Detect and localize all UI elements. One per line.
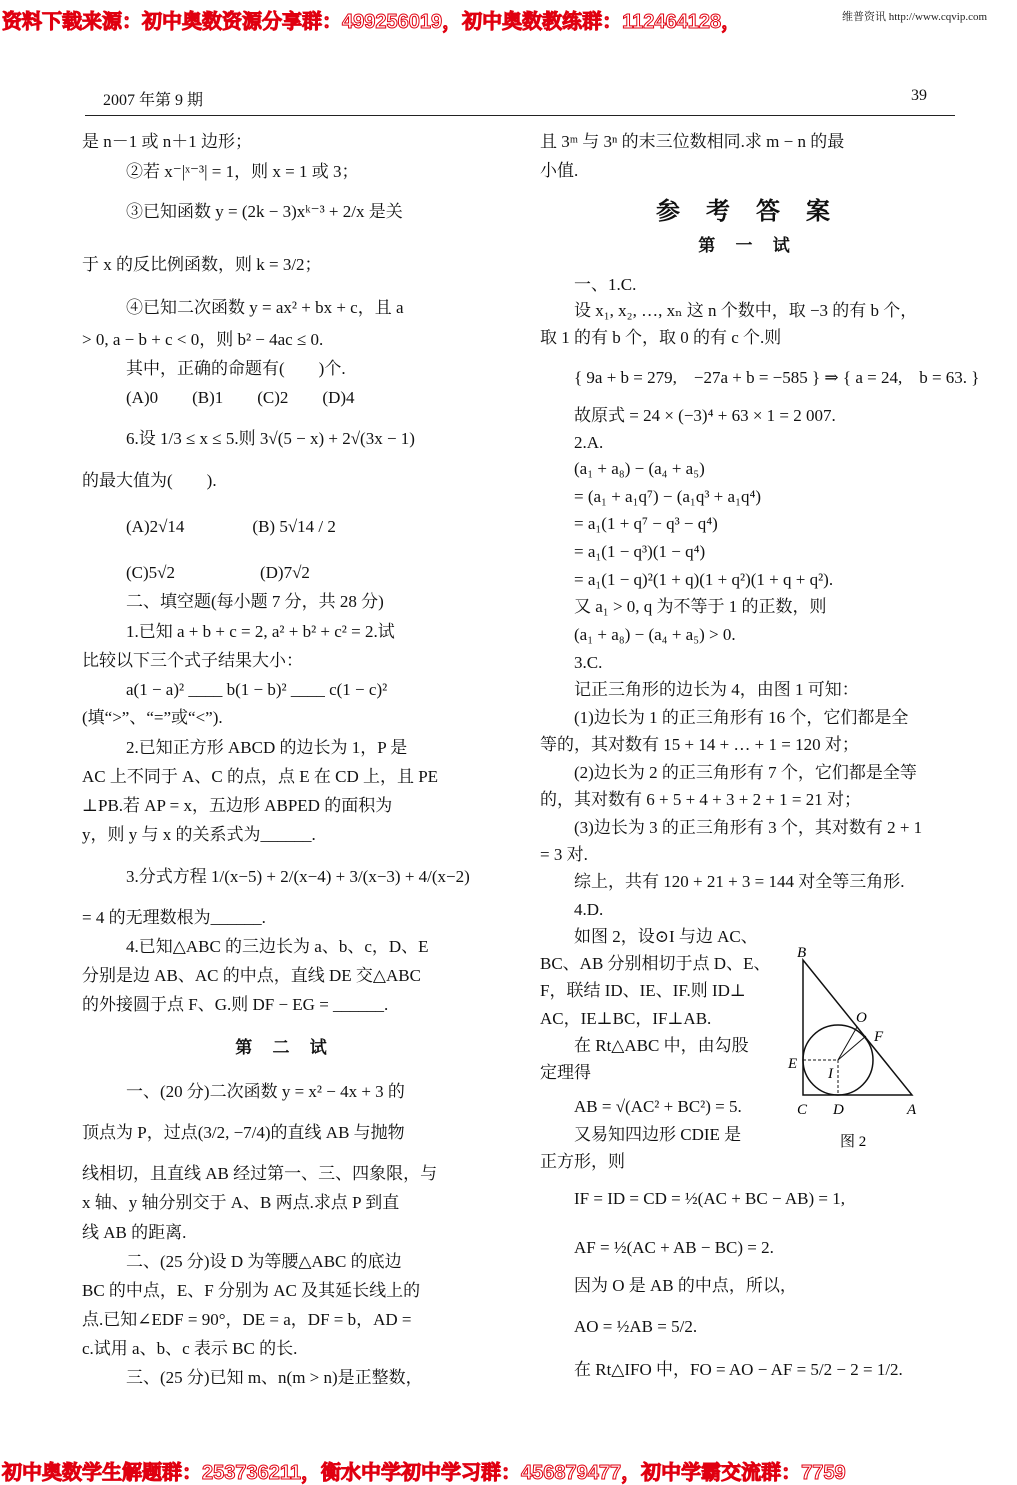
text-line: = a₁(1 + q⁷ − q³ − q⁴) xyxy=(574,514,718,533)
text-line: BC、AB 分别相切于点 D、E、 xyxy=(540,954,771,973)
text-line: 二、(25 分)设 D 为等腰△ABC 的底边 xyxy=(126,1252,402,1271)
text-line: 其中，正确的命题有( )个. xyxy=(126,359,346,378)
text-line: BC 的中点，E、F 分别为 AC 及其延长线上的 xyxy=(82,1281,421,1300)
text-line: 线 AB 的距离. xyxy=(82,1223,187,1242)
label-a: A xyxy=(907,1102,917,1118)
text-line: AO = ½AB = 5/2. xyxy=(574,1317,698,1336)
label-c: C xyxy=(797,1102,808,1118)
source-url: 维普资讯 http://www.cqvip.com xyxy=(842,11,988,23)
text-line: (3)边长为 3 的正三角形有 3 个，其对数有 2 + 1 xyxy=(574,818,923,837)
text-line: a(1 − a)² ____ b(1 − b)² ____ c(1 − c)² xyxy=(126,680,388,699)
section-heading: 第 二 试 xyxy=(235,1038,335,1057)
text-line: 综上，共有 120 + 21 + 3 = 144 对全等三角形. xyxy=(574,872,905,891)
text-line: 二、填空题(每小题 7 分，共 28 分) xyxy=(126,592,384,611)
label-d: D xyxy=(833,1102,844,1118)
page-number: 39 xyxy=(911,87,927,104)
label-o: O xyxy=(856,1010,867,1026)
section-heading: 参 考 答 案 xyxy=(656,199,840,225)
label-e: E xyxy=(788,1056,798,1072)
text-line: > 0, a − b + c < 0，则 b² − 4ac ≤ 0. xyxy=(82,330,324,349)
figure-caption: 图 2 xyxy=(840,1134,867,1150)
text-line: 4.D. xyxy=(574,900,604,919)
text-line: 的外接圆于点 F、G.则 DF − EG = ______. xyxy=(82,995,389,1014)
text-line: 的，其对数有 6 + 5 + 4 + 3 + 2 + 1 = 21 对； xyxy=(540,790,862,809)
text-line: 正方形，则 xyxy=(540,1152,625,1171)
text-line: 小值. xyxy=(540,161,579,180)
text-line: 又 a₁ > 0, q 为不等于 1 的正数，则 xyxy=(574,597,827,616)
text-line: F，联结 ID、IE、IF.则 ID⊥ xyxy=(540,981,746,1000)
label-f: F xyxy=(874,1029,884,1045)
text-line: 是 n－1 或 n＋1 边形； xyxy=(82,132,252,151)
text-line: 1.已知 a + b + c = 2, a² + b² + c² = 2.试 xyxy=(126,622,395,641)
text-line: 顶点为 P，过点(3/2, −7/4)的直线 AB 与抛物 xyxy=(82,1123,405,1142)
text-line: 取 1 的有 b 个，取 0 的有 c 个.则 xyxy=(540,328,782,347)
text-line: 2.已知正方形 ABCD 的边长为 1，P 是 xyxy=(126,738,408,757)
text-line: 2.A. xyxy=(574,433,604,452)
header-rule xyxy=(85,115,955,116)
text-line: (a₁ + a₈) − (a₄ + a₅) xyxy=(574,459,705,478)
text-line: { 9a + b = 279, −27a + b = −585 } ⇒ { a = 24, b = 63. } xyxy=(574,368,980,387)
text-line: 一、(20 分)二次函数 y = x² − 4x + 3 的 xyxy=(126,1082,405,1101)
text-line: (填“>”、“=”或“<”). xyxy=(82,708,223,727)
triangle-abc xyxy=(803,960,912,1095)
watermark-top: 资料下载来源：初中奥数资源分享群：499256019，初中奥数教练群：112464128， xyxy=(2,11,742,33)
text-line: = 3 对. xyxy=(540,845,588,864)
text-line: 3.分式方程 1/(x−5) + 2/(x−4) + 3/(x−3) + 4/(x−2) xyxy=(126,867,470,886)
text-line: (A)2√14 (B) 5√14 / 2 xyxy=(126,517,336,536)
text-line: 又易知四边形 CDIE 是 xyxy=(574,1125,742,1144)
text-line: c.试用 a、b、c 表示 BC 的长. xyxy=(82,1339,298,1358)
text-line: (1)边长为 1 的正三角形有 16 个，它们都是全 xyxy=(574,708,909,727)
text-line: (A)0 (B)1 (C)2 (D)4 xyxy=(126,388,355,407)
text-line: (2)边长为 2 的正三角形有 7 个，它们都是全等 xyxy=(574,763,917,782)
section-heading: 第 一 试 xyxy=(698,236,798,255)
segment-io xyxy=(838,1027,857,1060)
text-line: AF = ½(AC + AB − BC) = 2. xyxy=(574,1238,774,1257)
text-line: 因为 O 是 AB 的中点，所以， xyxy=(574,1276,797,1295)
text-line: 分别是边 AB、AC 的中点，直线 DE 交△ABC xyxy=(82,966,421,985)
text-line: 设 x₁, x₂, …, xₙ 这 n 个数中，取 −3 的有 b 个， xyxy=(574,301,918,320)
text-line: 定理得 xyxy=(540,1063,591,1082)
label-i: I xyxy=(828,1066,833,1082)
text-line: (a₁ + a₈) − (a₄ + a₅) > 0. xyxy=(574,625,736,644)
text-line: ④已知二次函数 y = ax² + bx + c，且 a xyxy=(126,298,404,317)
watermark-bottom: 初中奥数学生解题群：253736211，衡水中学初中学习群：456879477，初中学霸交流群：7759 xyxy=(2,1462,846,1484)
text-line: = (a₁ + a₁q⁷) − (a₁q³ + a₁q⁴) xyxy=(574,487,762,506)
text-line: IF = ID = CD = ½(AC + BC − AB) = 1, xyxy=(574,1189,845,1208)
text-line: 故原式 = 24 × (−3)⁴ + 63 × 1 = 2 007. xyxy=(574,406,836,425)
text-line: 等的，其对数有 15 + 14 + … + 1 = 120 对； xyxy=(540,735,859,754)
text-line: AB = √(AC² + BC²) = 5. xyxy=(574,1097,742,1116)
text-line: 6.设 1/3 ≤ x ≤ 5.则 3√(5 − x) + 2√(3x − 1) xyxy=(126,429,415,448)
text-line: x 轴、y 轴分别交于 A、B 两点.求点 P 到直 xyxy=(82,1193,400,1212)
text-line: ⊥PB.若 AP = x，五边形 ABPED 的面积为 xyxy=(82,796,393,815)
text-line: AC，IE⊥BC，IF⊥AB. xyxy=(540,1009,712,1028)
text-line: = 4 的无理数根为______. xyxy=(82,908,266,927)
label-b: B xyxy=(797,945,807,961)
text-line: ③已知函数 y = (2k − 3)xᵏ⁻³ + 2/x 是关 xyxy=(126,202,403,221)
text-line: 在 Rt△ABC 中，由勾股 xyxy=(574,1036,749,1055)
text-line: 4.已知△ABC 的三边长为 a、b、c，D、E xyxy=(126,937,429,956)
text-line: y，则 y 与 x 的关系式为______. xyxy=(82,825,316,844)
text-line: = a₁(1 − q³)(1 − q⁴) xyxy=(574,542,706,561)
text-line: 在 Rt△IFO 中，FO = AO − AF = 5/2 − 2 = 1/2. xyxy=(574,1360,903,1379)
text-line: AC 上不同于 A、C 的点，点 E 在 CD 上，且 PE xyxy=(82,767,439,786)
text-line: 3.C. xyxy=(574,653,603,672)
text-line: (C)5√2 (D)7√2 xyxy=(126,563,310,582)
text-line: 于 x 的反比例函数，则 k = 3/2； xyxy=(82,255,322,274)
text-line: 比较以下三个式子结果大小： xyxy=(82,651,303,670)
figure-2 xyxy=(780,940,930,1160)
text-line: 点.已知∠EDF = 90°，DE = a，DF = b，AD = xyxy=(82,1310,412,1329)
text-line: = a₁(1 − q)²(1 + q)(1 + q²)(1 + q + q²). xyxy=(574,570,834,589)
text-line: ②若 x⁻|ˣ⁻³| = 1，则 x = 1 或 3； xyxy=(126,162,359,181)
text-line: 三、(25 分)已知 m、n(m > n)是正整数， xyxy=(126,1368,423,1387)
text-line: 一、1.C. xyxy=(574,275,637,294)
segment-if xyxy=(838,1036,866,1060)
text-line: 且 3ᵐ 与 3ⁿ 的末三位数相同.求 m − n 的最 xyxy=(540,132,845,151)
journal-issue: 2007 年第 9 期 xyxy=(103,92,204,109)
text-line: 如图 2，设⊙I 与边 AC、 xyxy=(574,927,758,946)
text-line: 的最大值为( ). xyxy=(82,471,217,490)
text-line: 记正三角形的边长为 4，由图 1 可知： xyxy=(574,680,859,699)
text-line: 线相切，且直线 AB 经过第一、三、四象限，与 xyxy=(82,1164,438,1183)
